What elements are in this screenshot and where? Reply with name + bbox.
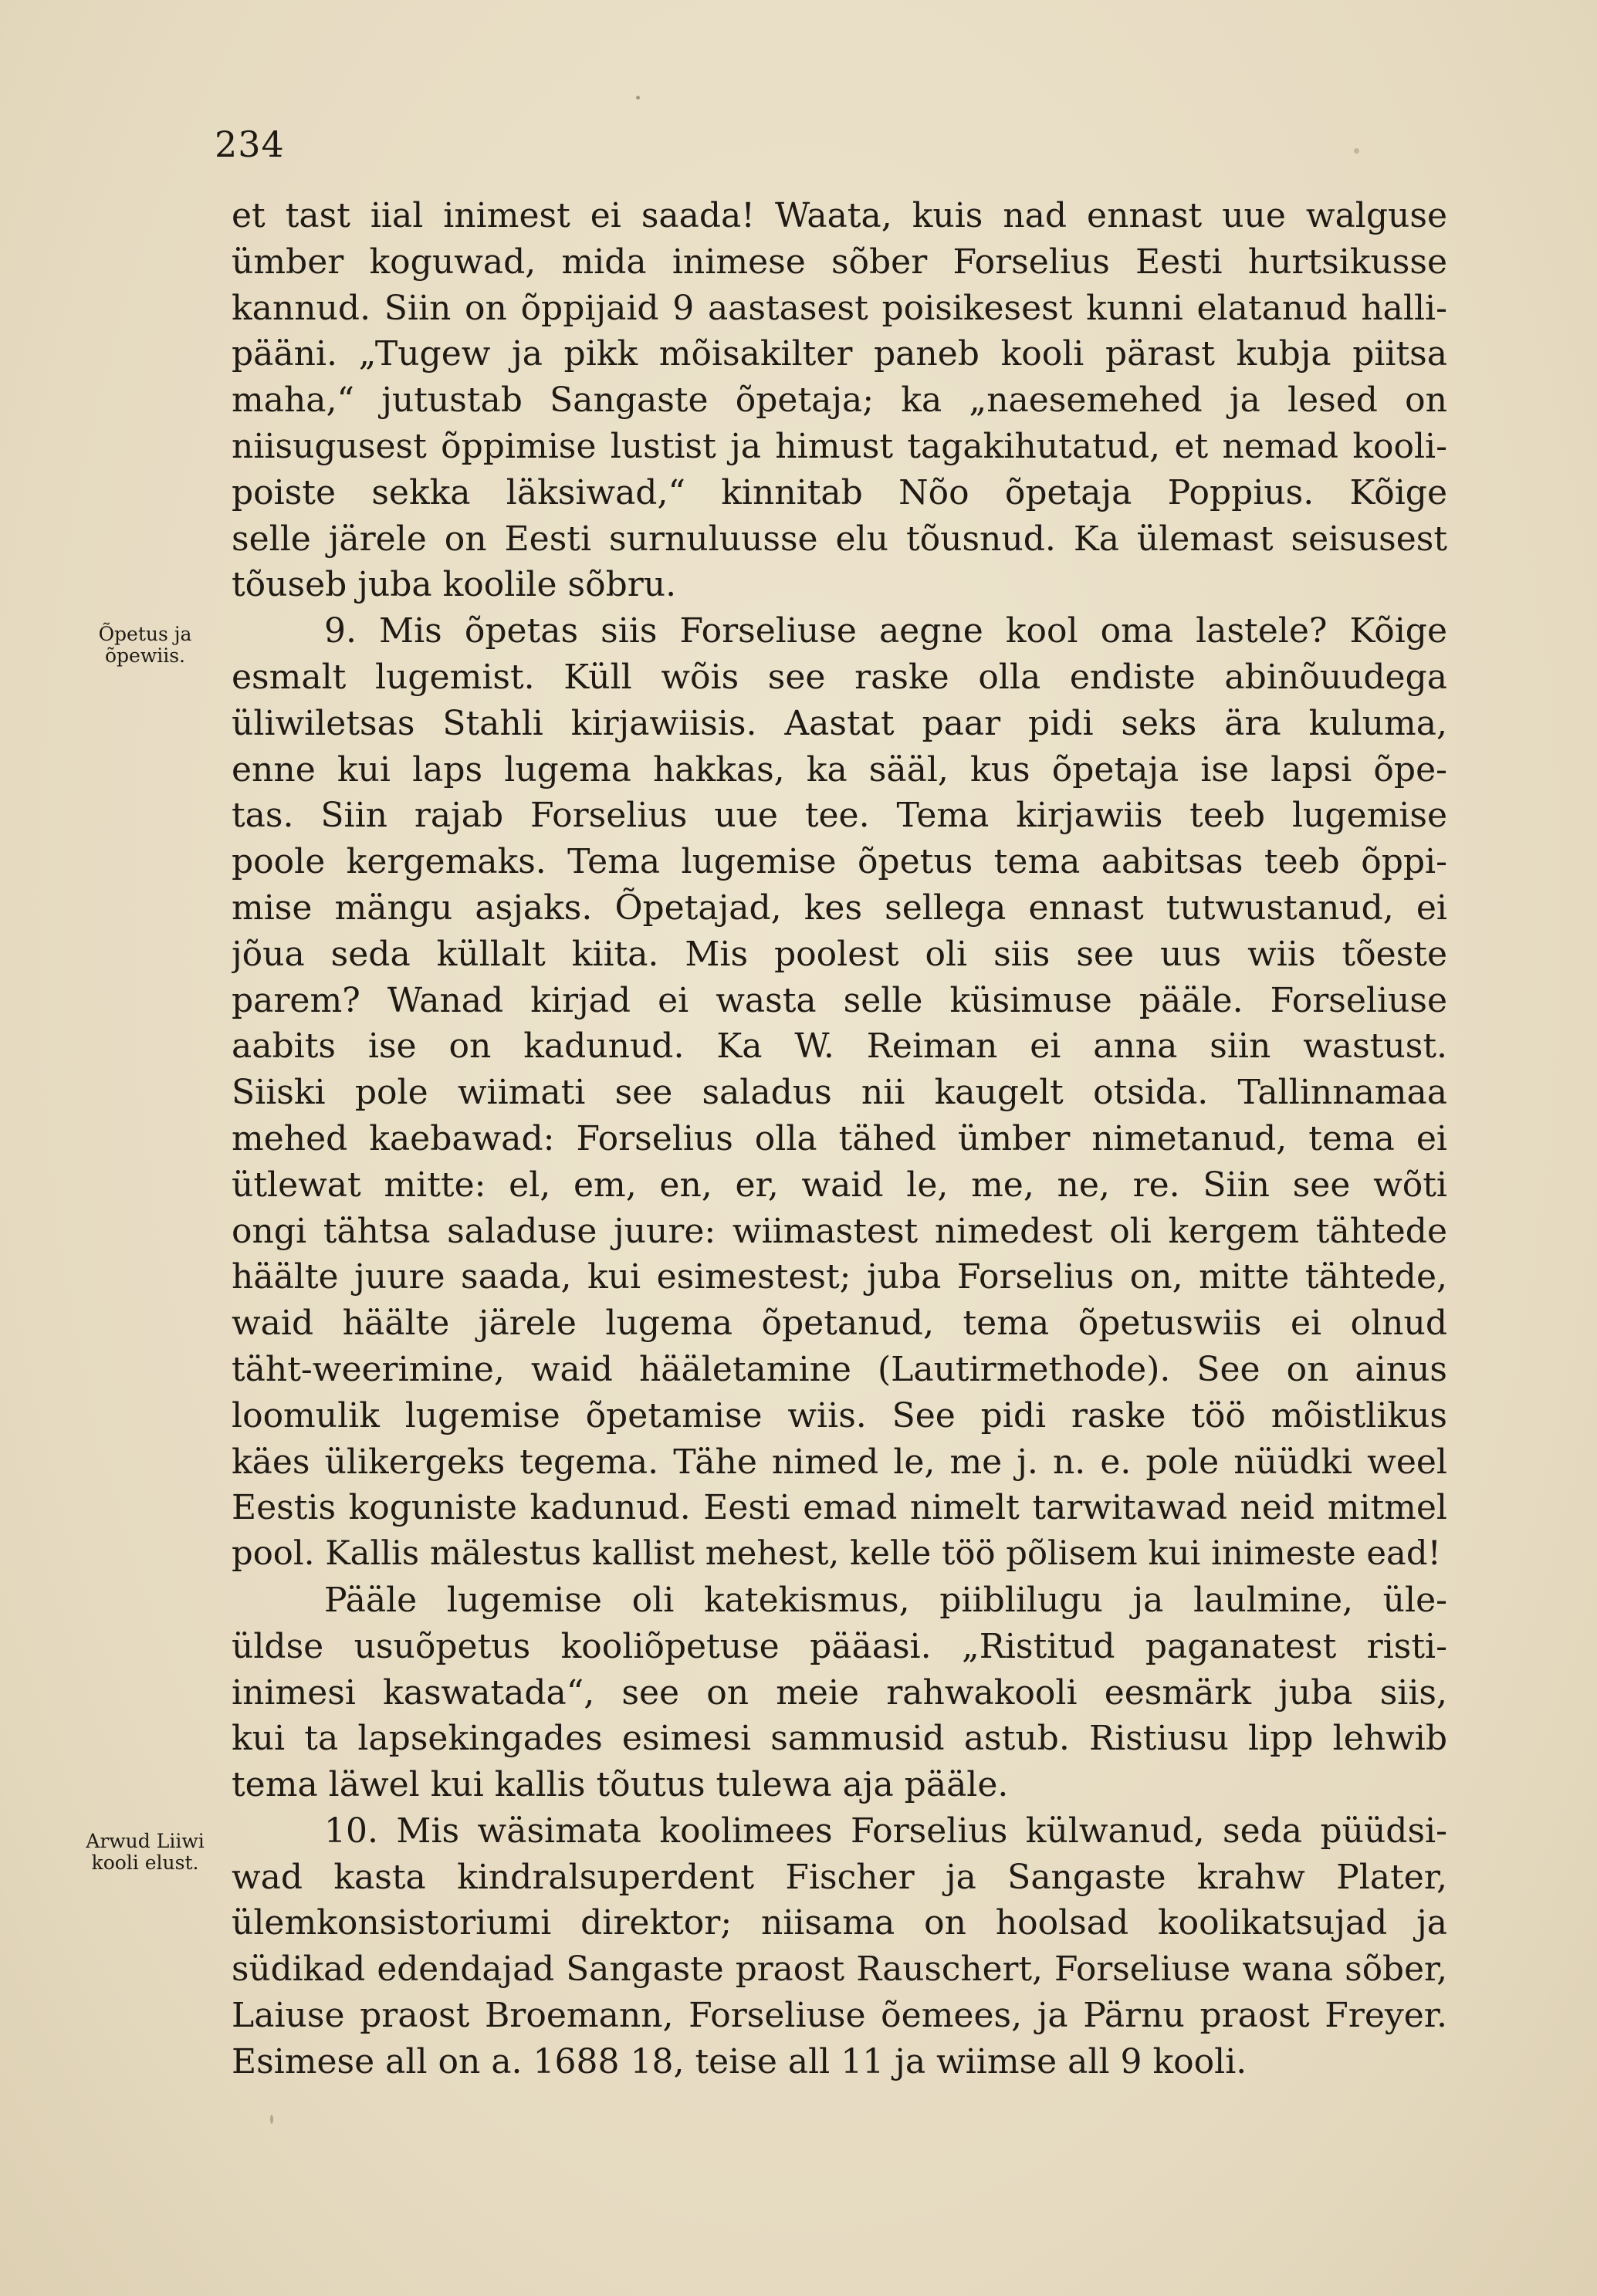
text-line: ütlewat mitte: el, em, en, er, waid le, me, ne, re. Siin see wõti xyxy=(232,1165,1447,1205)
text-line: selle järele on Eesti surnuluusse elu tõusnud. Ka ülemast seisusest xyxy=(232,519,1447,559)
text-line: parem? Wanad kirjad ei wasta selle küsimuse pääle. Forseliuse xyxy=(232,980,1447,1020)
text-line: niisugusest õppimise lustist ja himust tagakihutatud, et nemad kooli- xyxy=(232,426,1447,466)
text-line: Pääle lugemise oli katekismus, piiblilugu ja laulmine, üle- xyxy=(324,1580,1447,1620)
text-line: wad kasta kindralsuperdent Fischer ja Sangaste krahw Plater, xyxy=(232,1857,1447,1897)
text-line: Eestis koguniste kadunud. Eesti emad nimelt tarwitawad neid mitmel xyxy=(232,1488,1447,1528)
text-line: ümber koguwad, mida inimese sõber Forselius Eesti hurtsikusse xyxy=(232,242,1447,282)
text-line: täht-weerimine, waid hääletamine (Lautirmethode). See on ainus xyxy=(232,1349,1447,1389)
paper-speck xyxy=(1354,148,1359,154)
text-line: pääni. „Tugew ja pikk mõisakilter paneb kooli pärast kubja piitsa xyxy=(232,334,1447,374)
text-line: ongi tähtsa saladuse juure: wiimastest nimedest oli kergem tähtede xyxy=(232,1211,1447,1251)
text-line: waid häälte järele lugema õpetanud, tema õpetuswiis ei olnud xyxy=(232,1304,1447,1344)
paper-speck xyxy=(270,2115,273,2124)
text-line: 10. Mis wäsimata koolimees Forselius külwanud, seda püüdsi- xyxy=(324,1811,1447,1851)
text-line: kui ta lapsekingades esimesi sammusid astub. Ristiusu lipp lehwib xyxy=(232,1719,1447,1759)
text-line: loomulik lugemise õpetamise wiis. See pidi raske töö mõistlikus xyxy=(232,1395,1447,1435)
text-line: aabits ise on kadunud. Ka W. Reiman ei anna siin wastust. xyxy=(232,1026,1447,1067)
margin-note-statistics xyxy=(68,1831,222,1874)
page-number: 234 xyxy=(215,123,285,165)
text-line: pool. Kallis mälestus kallist mehest, kelle töö põlisem kui inimeste ead! xyxy=(232,1534,1441,1574)
text-line: südikad edendajad Sangaste praost Rauschert, Forseliuse wana sõber, xyxy=(232,1949,1447,1990)
body-text xyxy=(232,193,1447,2085)
text-line: Esimese all on a. 1688 18, teise all 11 ja wiimse all 9 kooli. xyxy=(232,2041,1247,2081)
text-line: häälte juure saada, kui esimestest; juba Forselius on, mitte tähtede, xyxy=(232,1257,1447,1297)
margin-note-line: Õpetus ja xyxy=(98,623,192,645)
text-line: maha,“ jutustab Sangaste õpetaja; ka „naesemehed ja lesed on xyxy=(232,380,1447,421)
text-line: poiste sekka läksiwad,“ kinnitab Nõo õpetaja Poppius. Kõige xyxy=(232,472,1447,512)
paper-speck xyxy=(636,96,640,100)
text-line: Laiuse praost Broemann, Forseliuse õemees, ja Pärnu praost Freyer. xyxy=(232,1996,1447,2036)
text-line: inimesi kaswatada“, see on meie rahwakooli eesmärk juba siis, xyxy=(232,1672,1447,1713)
text-line: ülemkonsistoriumi direktor; niisama on hoolsad koolikatsujad ja xyxy=(232,1903,1447,1943)
text-line: enne kui laps lugema hakkas, ka sääl, kus õpetaja ise lapsi õpe- xyxy=(232,749,1447,790)
text-line: üldse usuõpetus kooliõpetuse pääasi. „Ristitud paganatest risti- xyxy=(232,1626,1447,1666)
margin-note-line: õpewiis. xyxy=(104,644,186,667)
text-line: Siiski pole wiimati see saladus nii kaugelt otsida. Tallinnamaa xyxy=(232,1073,1447,1113)
text-line: mehed kaebawad: Forselius olla tähed ümber nimetanud, tema ei xyxy=(232,1118,1447,1158)
text-line: tema läwel kui kallis tõutus tulewa aja pääle. xyxy=(232,1765,1009,1805)
text-line: et tast iial inimest ei saada! Waata, kuis nad ennast uue walguse xyxy=(232,196,1447,235)
text-line: üliwiletsas Stahli kirjawiisis. Aastat paar pidi seks ära kuluma, xyxy=(232,703,1447,743)
margin-note-line: Arwud Liiwi xyxy=(86,1830,205,1852)
text-line: käes ülikergeks tegema. Tähe nimed le, me j. n. e. pole nüüdki weel xyxy=(232,1442,1447,1482)
text-line: tas. Siin rajab Forselius uue tee. Tema kirjawiis teeb lugemise xyxy=(232,796,1447,836)
text-line: kannud. Siin on õppijaid 9 aastasest poisikesest kunni elatanud halli- xyxy=(232,288,1447,328)
text-line: jõua seda küllalt kiita. Mis poolest oli siis see uus wiis tõeste xyxy=(232,934,1447,974)
text-line: tõuseb juba koolile sõbru. xyxy=(232,565,677,605)
text-line: 9. Mis õpetas siis Forseliuse aegne kool oma lastele? Kõige xyxy=(324,611,1447,651)
margin-note-teaching xyxy=(68,624,222,667)
margin-note-line: kooli elust. xyxy=(91,1851,199,1874)
text-line: mise mängu asjaks. Õpetajad, kes sellega ennast tutwustanud, ei xyxy=(232,888,1447,928)
text-line: esmalt lugemist. Küll wõis see raske olla endiste abinõuudega xyxy=(232,657,1447,697)
text-line: poole kergemaks. Tema lugemise õpetus tema aabitsas teeb õppi- xyxy=(232,842,1447,882)
